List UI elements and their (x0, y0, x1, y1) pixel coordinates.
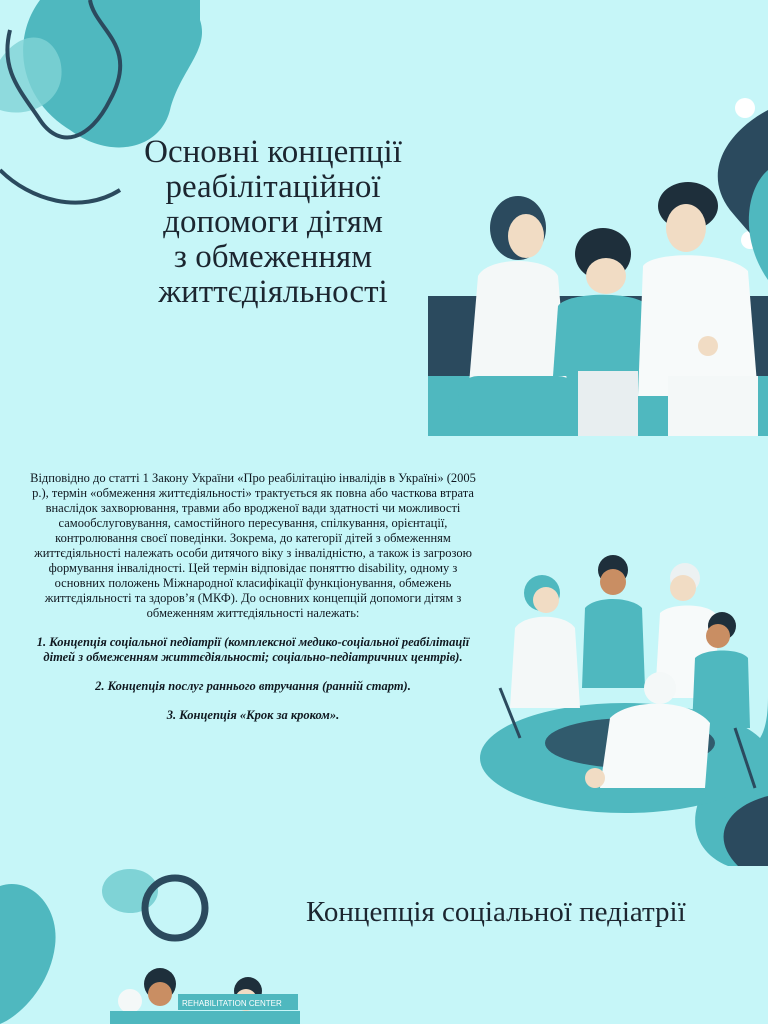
intro-paragraph: Відповідно до статті 1 Закону України «Про реабілітацію інвалідів в Україні» (2005 р.), термін «обмеження життєдіяльності» трактується як повна або часткова втрата внаслідок захворювання, травми або вродженої вади здатності чи можливості самообслуговування, самостійного пересування, спілкування, орієнтації, контролювання своєї поведінки. Зокрема, до категорії дітей з обмеженням життєдіяльності належать особи дитячого віку з інвалідністю, а також із загрозою формування інвалідності. Цей термін відповідає поняттю disability, одному з основних положень Міжнародної класифікації функціонування, обмежень життєдіяльності та здоров’я (МКФ). До основних концепцій допомоги дітям з обмеженням життєдіяльності належать: (30, 471, 476, 620)
slide-1 (0, 0, 768, 436)
title-line: Основні концепції (144, 134, 402, 170)
concept-item-3: 3. Концепція «Крок за кроком». (166, 708, 340, 722)
title-line: з обмеженням (173, 239, 373, 275)
illustration-support-group (480, 548, 768, 818)
slide-1-title (108, 135, 438, 310)
decorative-blob-slide3 (0, 866, 300, 1024)
body-text (28, 471, 478, 723)
slide-2 (0, 436, 768, 866)
concept-item-2: 2. Концепція послуг раннього втручання (ранній старт). (95, 679, 411, 693)
concept-item-1: 1. Концепція соціальної педіатрії (комплексної медико-соціальної реабілітації дітей з обмеженням життєдіяльності; соціально-педіатричних центрів). (36, 635, 470, 664)
rehab-sign: REHABILITATION CENTER (182, 999, 282, 1008)
illustration-family-sofa (428, 176, 768, 436)
title-line: реабілітаційної (165, 169, 381, 205)
title-line: допомоги дітям (163, 204, 383, 240)
slide-3-title: Концепція соціальної педіатрії (306, 896, 686, 928)
slide-3 (0, 866, 768, 1024)
title-line: життєдіяльності (158, 274, 388, 310)
